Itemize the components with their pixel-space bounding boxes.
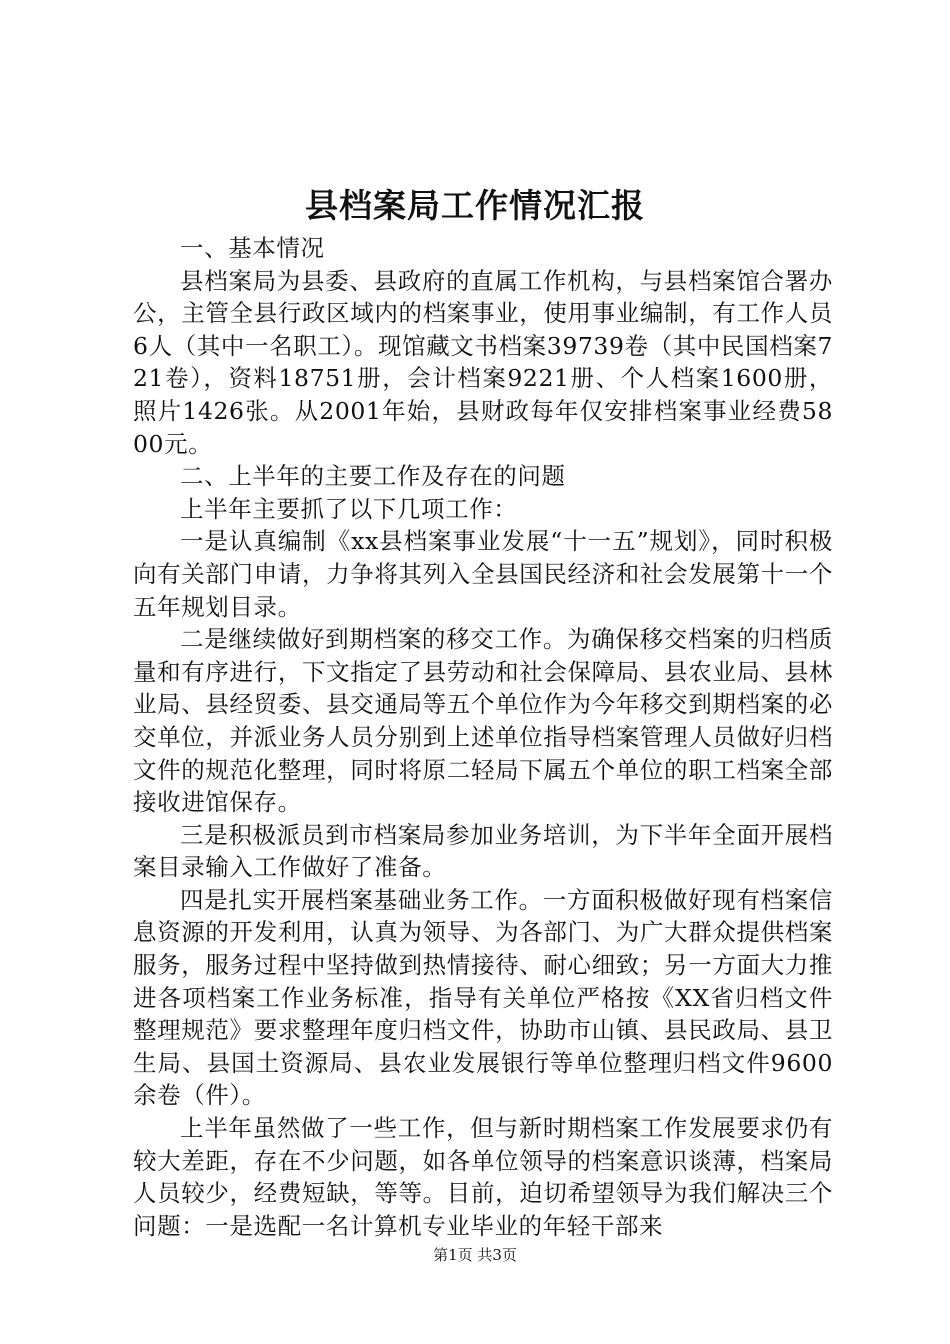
paragraph-basic-info: 县档案局为县委、县政府的直属工作机构，与县档案馆合署办公，主管全县行政区域内的档案事业，使用事业编制，有工作人员6人（其中一名职工）。现馆藏文书档案39739卷（其中民国档案721卷），资料18751册，会计档案9221册、个人档案1600册，照片1426张。从2001年始，县财政每年仅安排档案事业经费5800元。 [133,266,833,458]
paragraph-item-two: 二是继续做好到期档案的移交工作。为确保移交档案的归档质量和有序进行，下文指定了县劳动和社会保障局、县农业局、县林业局、县经贸委、县交通局等五个单位作为今年移交到期档案的必交单位，并派业务人员分别到上述单位指导档案管理人员做好归档文件的规范化整理，同时将原二轻局下属五个单位的职工档案全部接收进馆保存。 [133,625,833,817]
paragraph-item-one: 一是认真编制《xx县档案事业发展“十一五”规划》，同时积极向有关部门申请，力争将其列入全县国民经济和社会发展第十一个五年规划目录。 [133,527,833,621]
document-body [133,232,833,1242]
document-title: 县档案局工作情况汇报 [305,186,645,225]
paragraph-intro: 上半年主要抓了以下几项工作： [180,494,518,523]
paragraph-item-three: 三是积极派员到市档案局参加业务培训，为下半年全面开展档案目录输入工作做好了准备。 [133,820,833,882]
section-heading-work-and-problems: 二、上半年的主要工作及存在的问题 [180,462,566,491]
page-number-footer: 第1页 共3页 [433,1246,517,1264]
section-heading-basic-info: 一、基本情况 [180,234,325,262]
paragraph-problems: 上半年虽然做了一些工作，但与新时期档案工作发展要求仍有较大差距，存在不少问题，如各单位领导的档案意识谈薄，档案局人员较少，经费短缺，等等。目前，迫切希望领导为我们解决三个问题：一是选配一名计算机专业毕业的年轻干部来 [133,1114,833,1240]
paragraph-item-four: 四是扎实开展档案基础业务工作。一方面积极做好现有档案信息资源的开发利用，认真为领导、为各部门、为广大群众提供档案服务，服务过程中坚持做到热情接待、耐心细致；另一方面大力推进各项档案工作业务标准，指导有关单位严格按《XX省归档文件整理规范》要求整理年度归档文件，协助市山镇、县民政局、县卫生局、县国土资源局、县农业发展银行等单位整理归档文件9600余卷（件）。 [133,885,833,1110]
